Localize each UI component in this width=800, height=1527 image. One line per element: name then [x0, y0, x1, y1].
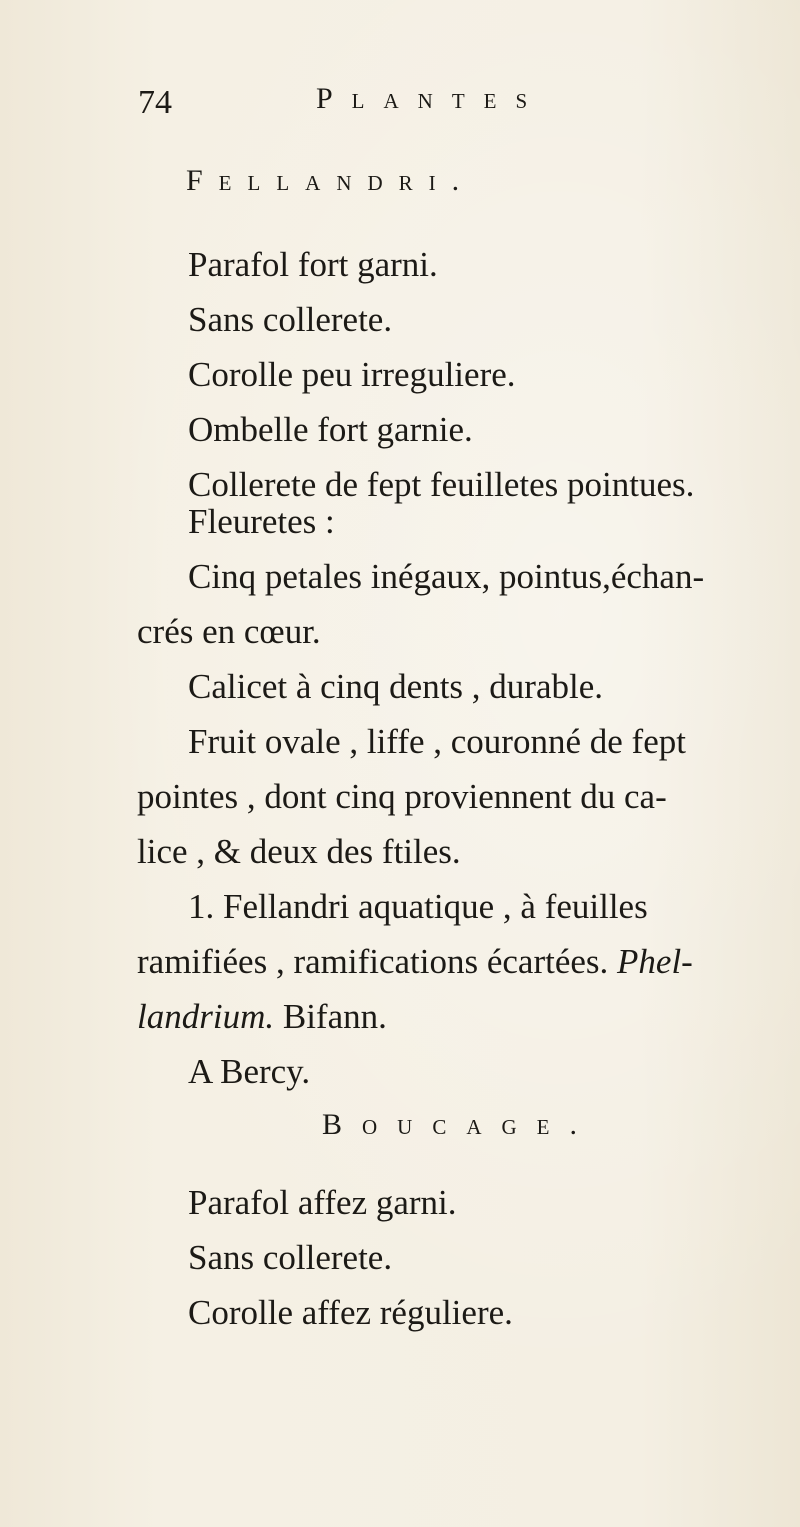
text-line: Cinq petales inégaux, pointus,échan- — [188, 557, 705, 596]
text-line — [137, 944, 693, 979]
text-line: Corolle affez réguliere. — [188, 1293, 513, 1332]
text-line: Ombelle fort garnie. — [188, 410, 473, 449]
text-line-roman: ramifiées , ramifications écartées. — [137, 942, 609, 981]
section-title-fellandri: Fellandri. — [186, 164, 476, 197]
text-line: Corolle peu irreguliere. — [188, 355, 516, 394]
text-line — [137, 999, 387, 1034]
text-line: Fruit ovale , liffe , couronné de fept — [188, 722, 686, 761]
text-line: Parafol fort garni. — [188, 245, 438, 284]
text-line: crés en cœur. — [137, 612, 321, 651]
text-line: 1. Fellandri aquatique , à feuilles — [188, 887, 648, 926]
running-title: Plantes — [316, 82, 547, 115]
text-line: Sans collerete. — [188, 300, 393, 339]
text-line: Parafol affez garni. — [188, 1183, 457, 1222]
text-line: Collerete de fept feuilletes pointues. — [188, 465, 695, 504]
text-line: Fleuretes : — [188, 502, 335, 541]
section-title-boucage: Boucage. — [322, 1108, 598, 1141]
text-line: Sans collerete. — [188, 1238, 393, 1277]
latin-name-part: Phel- — [617, 942, 693, 981]
text-line: Calicet à cinq dents , durable. — [188, 667, 603, 706]
text-line: lice , & deux des ftiles. — [137, 832, 461, 871]
latin-name-part: landrium. — [137, 997, 275, 1036]
page-number: 74 — [138, 84, 172, 121]
text-line: A Bercy. — [188, 1052, 311, 1091]
text-line: pointes , dont cinq proviennent du ca- — [137, 777, 667, 816]
author-abbrev: Bifann. — [282, 997, 387, 1036]
